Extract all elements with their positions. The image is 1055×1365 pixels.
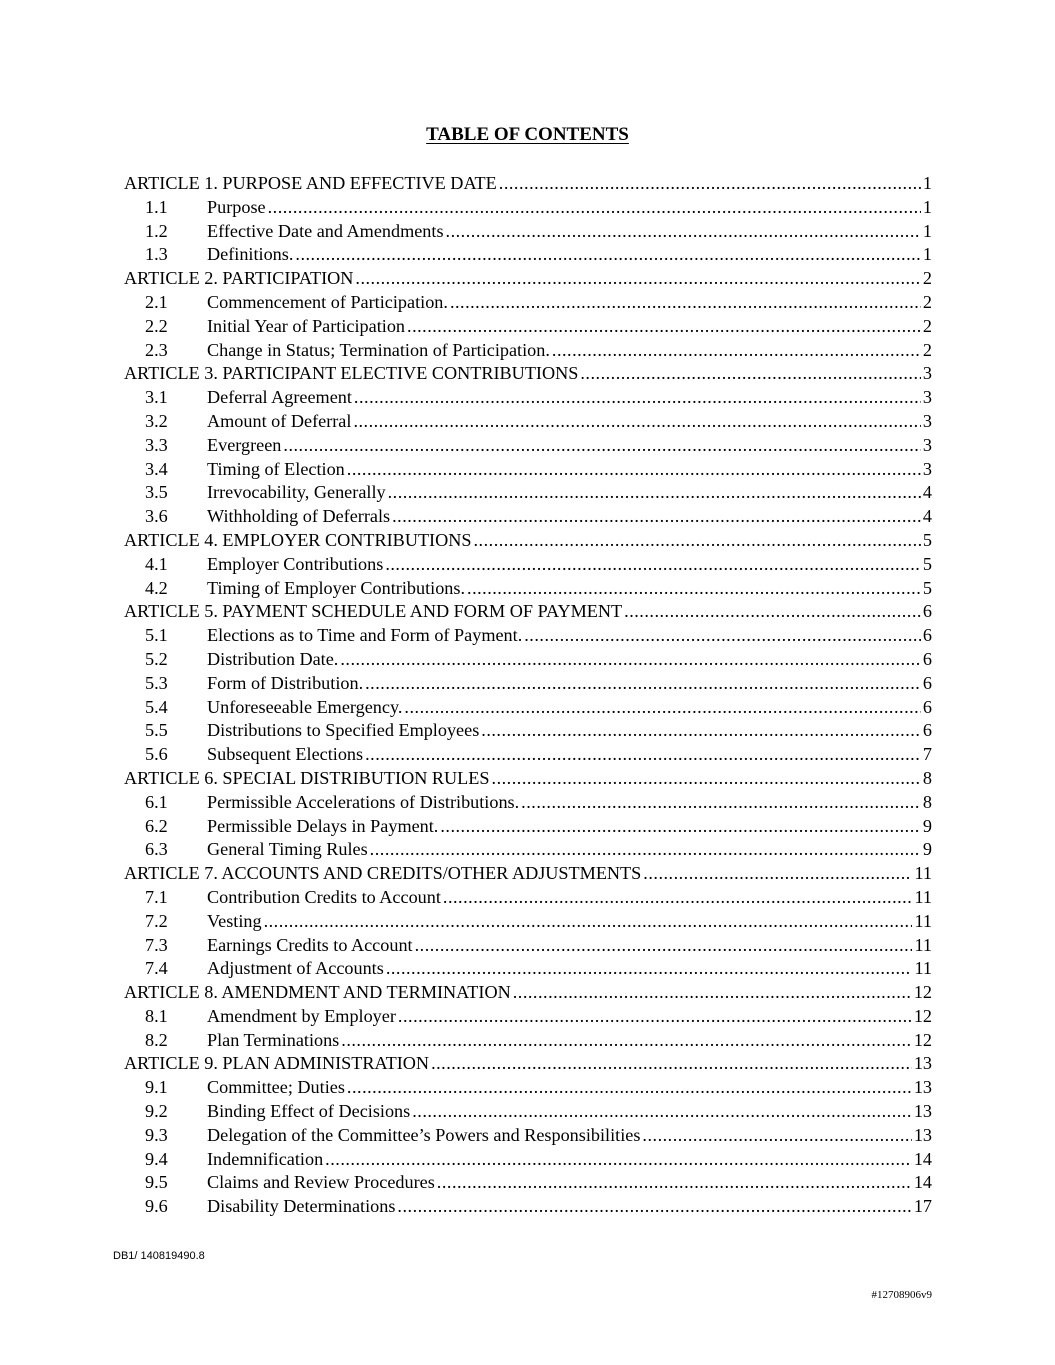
toc-dot-leader [325, 1148, 912, 1172]
toc-section-number: 3.4 [145, 458, 168, 479]
toc-section-entry[interactable] [124, 1171, 932, 1195]
toc-section-entry[interactable] [124, 719, 932, 743]
toc-section-number: 3.2 [145, 410, 168, 431]
toc-entry-label: Definitions. [207, 244, 294, 265]
toc-section-entry[interactable] [124, 434, 932, 458]
toc-page-number: 9 [922, 839, 932, 860]
toc-entry-label: Binding Effect of Decisions [207, 1101, 411, 1122]
toc-page-number: 11 [914, 958, 932, 979]
toc-page-number: 14 [913, 1148, 932, 1169]
toc-section-number: 1.2 [145, 220, 168, 241]
toc-entry-label: Subsequent Elections [207, 744, 364, 765]
toc-dot-leader [404, 696, 920, 720]
toc-entry-label: Irrevocability, Generally [207, 482, 386, 503]
toc-dot-leader [365, 672, 921, 696]
toc-section-entry[interactable] [124, 672, 932, 696]
toc-entry-label: ARTICLE 2. PARTICIPATION [124, 268, 354, 289]
toc-article-entry[interactable] [124, 981, 932, 1005]
toc-entry-label: Adjustment of Accounts [207, 958, 384, 979]
toc-article-entry[interactable] [124, 529, 932, 553]
toc-section-entry[interactable] [124, 1195, 932, 1219]
toc-dot-leader [492, 767, 921, 791]
toc-entry-label: Employer Contributions [207, 553, 384, 574]
toc-page-number: 5 [922, 529, 932, 550]
toc-dot-leader [552, 339, 921, 363]
toc-page-number: 9 [922, 815, 932, 836]
toc-section-number: 5.4 [145, 696, 168, 717]
toc-page-number: 5 [922, 553, 932, 574]
footer-doc-id: DB1/ 140819490.8 [113, 1250, 205, 1262]
toc-entry-label: Vesting [207, 910, 262, 931]
toc-section-number: 3.3 [145, 434, 168, 455]
toc-entry-label: ARTICLE 9. PLAN ADMINISTRATION [124, 1053, 430, 1074]
toc-dot-leader [580, 362, 921, 386]
toc-dot-leader [385, 553, 921, 577]
toc-section-number: 5.2 [145, 648, 168, 669]
toc-page-number: 1 [922, 220, 932, 241]
toc-entry-label: Amount of Deferral [207, 410, 352, 431]
toc-section-entry[interactable] [124, 838, 932, 862]
toc-page-number: 2 [922, 291, 932, 312]
toc-entry-label: Initial Year of Participation [207, 315, 406, 336]
toc-section-number: 1.3 [145, 244, 168, 265]
toc-dot-leader [392, 505, 921, 529]
toc-entry-label: Indemnification [207, 1148, 324, 1169]
toc-entry-label: Effective Date and Amendments [207, 220, 444, 241]
toc-section-number: 1.1 [145, 196, 168, 217]
toc-section-entry[interactable] [124, 1005, 932, 1029]
toc-dot-leader [370, 838, 921, 862]
toc-section-entry[interactable] [124, 648, 932, 672]
toc-page-number: 7 [922, 744, 932, 765]
toc-dot-leader [264, 910, 913, 934]
toc-section-number: 9.1 [145, 1077, 168, 1098]
toc-dot-leader [283, 434, 921, 458]
toc-dot-leader [524, 624, 921, 648]
toc-entry-label: ARTICLE 5. PAYMENT SCHEDULE AND FORM OF PAYMENT [124, 601, 623, 622]
toc-section-number: 5.6 [145, 744, 168, 765]
toc-dot-leader [440, 815, 921, 839]
toc-page-number: 11 [914, 863, 932, 884]
toc-entry-label: Distribution Date. [207, 648, 339, 669]
toc-page-number: 13 [913, 1053, 932, 1074]
toc-page-number: 13 [913, 1101, 932, 1122]
toc-entry-label: ARTICLE 4. EMPLOYER CONTRIBUTIONS [124, 529, 472, 550]
toc-section-entry[interactable] [124, 315, 932, 339]
toc-page-number: 14 [913, 1172, 932, 1193]
toc-dot-leader [340, 648, 921, 672]
toc-page-number: 1 [922, 196, 932, 217]
toc-page-number: 1 [922, 244, 932, 265]
toc-page-number: 2 [922, 315, 932, 336]
toc-dot-leader [365, 743, 921, 767]
toc-section-entry[interactable] [124, 910, 932, 934]
toc-dot-leader [355, 267, 921, 291]
toc-dot-leader [407, 315, 921, 339]
toc-section-entry[interactable] [124, 1148, 932, 1172]
toc-section-entry[interactable] [124, 577, 932, 601]
toc-dot-leader [499, 172, 921, 196]
toc-section-number: 5.3 [145, 672, 168, 693]
toc-entry-label: Form of Distribution. [207, 672, 364, 693]
toc-dot-leader [295, 243, 921, 267]
toc-entry-label: Permissible Accelerations of Distributions. [207, 791, 520, 812]
toc-entry-label: Delegation of the Committee’s Powers and Responsibilities [207, 1124, 641, 1145]
toc-dot-leader [347, 1076, 912, 1100]
toc-section-number: 7.3 [145, 934, 168, 955]
toc-section-entry[interactable] [124, 196, 932, 220]
toc-article-entry[interactable] [124, 767, 932, 791]
toc-page-number: 2 [922, 268, 932, 289]
toc-title: TABLE OF CONTENTS [426, 124, 629, 145]
toc-section-entry[interactable] [124, 339, 932, 363]
toc-section-number: 3.1 [145, 387, 168, 408]
toc-article-entry[interactable] [124, 172, 932, 196]
toc-page-number: 6 [922, 696, 932, 717]
toc-entry-label: General Timing Rules [207, 839, 368, 860]
toc-dot-leader [642, 1124, 911, 1148]
toc-dot-leader [624, 600, 921, 624]
toc-section-entry[interactable] [124, 957, 932, 981]
toc-page-number: 3 [922, 434, 932, 455]
toc-entry-label: Amendment by Employer [207, 1005, 396, 1026]
toc-entry-label: Disability Determinations [207, 1196, 396, 1217]
toc-dot-leader [397, 1195, 911, 1219]
toc-section-entry[interactable] [124, 481, 932, 505]
toc-entry-label: Withholding of Deferrals [207, 506, 391, 527]
toc-section-number: 9.4 [145, 1148, 168, 1169]
toc-entry-label: Deferral Agreement [207, 387, 352, 408]
toc-section-number: 7.4 [145, 958, 168, 979]
toc-section-number: 7.1 [145, 886, 168, 907]
toc-section-entry[interactable] [124, 815, 932, 839]
toc-dot-leader [354, 386, 921, 410]
toc-section-entry[interactable] [124, 220, 932, 244]
toc-page-number: 8 [922, 791, 932, 812]
toc-section-entry[interactable] [124, 886, 932, 910]
toc-entry-label: Unforeseeable Emergency. [207, 696, 403, 717]
toc-entry-label: Commencement of Participation. [207, 291, 448, 312]
toc-section-number: 2.3 [145, 339, 168, 360]
toc-page-number: 11 [914, 886, 932, 907]
toc-page-number: 6 [922, 601, 932, 622]
toc-section-number: 9.6 [145, 1196, 168, 1217]
toc-section-number: 3.6 [145, 506, 168, 527]
toc-page-number: 5 [922, 577, 932, 598]
toc-section-entry[interactable] [124, 243, 932, 267]
toc-entry-label: ARTICLE 7. ACCOUNTS AND CREDITS/OTHER ADJUSTMENTS [124, 863, 642, 884]
toc-page-number: 13 [913, 1124, 932, 1145]
toc-article-entry[interactable] [124, 600, 932, 624]
toc-section-entry[interactable] [124, 553, 932, 577]
toc-section-number: 9.2 [145, 1101, 168, 1122]
toc-entry-label: ARTICLE 6. SPECIAL DISTRIBUTION RULES [124, 767, 490, 788]
toc-entry-label: ARTICLE 3. PARTICIPANT ELECTIVE CONTRIBUTIONS [124, 363, 579, 384]
toc-section-number: 7.2 [145, 910, 168, 931]
toc-page-number: 13 [913, 1077, 932, 1098]
table-of-contents [124, 172, 932, 1219]
toc-section-number: 8.2 [145, 1029, 168, 1050]
toc-section-entry[interactable] [124, 1076, 932, 1100]
toc-page-number: 1 [922, 173, 932, 193]
toc-page-number: 12 [913, 1005, 932, 1026]
toc-section-entry[interactable] [124, 1124, 932, 1148]
toc-dot-leader [347, 458, 921, 482]
toc-section-entry[interactable] [124, 934, 932, 958]
toc-section-number: 9.3 [145, 1124, 168, 1145]
toc-dot-leader [513, 981, 912, 1005]
toc-section-number: 2.1 [145, 291, 168, 312]
toc-dot-leader [268, 196, 921, 220]
toc-page-number: 3 [922, 363, 932, 384]
toc-entry-label: Claims and Review Procedures [207, 1172, 435, 1193]
toc-dot-leader [446, 220, 921, 244]
toc-entry-label: Earnings Credits to Account [207, 934, 413, 955]
toc-page-number: 12 [913, 1029, 932, 1050]
toc-page-number: 3 [922, 458, 932, 479]
toc-article-entry[interactable] [124, 1052, 932, 1076]
toc-dot-leader [481, 719, 921, 743]
toc-entry-label: Timing of Election [207, 458, 345, 479]
toc-page-number: 6 [922, 672, 932, 693]
toc-section-number: 3.5 [145, 482, 168, 503]
toc-page-number: 3 [922, 410, 932, 431]
toc-page-number: 6 [922, 625, 932, 646]
toc-entry-label: Plan Terminations [207, 1029, 340, 1050]
toc-article-entry[interactable] [124, 362, 932, 386]
toc-section-entry[interactable] [124, 410, 932, 434]
toc-section-entry[interactable] [124, 1029, 932, 1053]
footer-version: #12708906v9 [871, 1289, 932, 1301]
toc-section-entry[interactable] [124, 696, 932, 720]
toc-entry-label: Elections as to Time and Form of Payment. [207, 625, 523, 646]
toc-section-entry[interactable] [124, 386, 932, 410]
toc-page-number: 4 [922, 506, 932, 527]
toc-dot-leader [437, 1171, 912, 1195]
toc-section-entry[interactable] [124, 791, 932, 815]
toc-dot-leader [398, 1005, 912, 1029]
toc-section-number: 5.5 [145, 720, 168, 741]
toc-dot-leader [431, 1052, 912, 1076]
toc-page-number: 6 [922, 720, 932, 741]
toc-section-entry[interactable] [124, 458, 932, 482]
toc-dot-leader [412, 1100, 912, 1124]
toc-page-number: 17 [913, 1196, 932, 1217]
toc-section-entry[interactable] [124, 624, 932, 648]
toc-section-entry[interactable] [124, 1100, 932, 1124]
toc-article-entry[interactable] [124, 267, 932, 291]
toc-dot-leader [467, 577, 921, 601]
toc-section-number: 9.5 [145, 1172, 168, 1193]
toc-dot-leader [353, 410, 920, 434]
toc-page-number: 12 [913, 982, 932, 1003]
toc-dot-leader [521, 791, 921, 815]
toc-entry-label: Contribution Credits to Account [207, 886, 441, 907]
toc-section-number: 5.1 [145, 625, 168, 646]
toc-section-number: 6.1 [145, 791, 168, 812]
toc-dot-leader [341, 1029, 912, 1053]
toc-dot-leader [415, 934, 913, 958]
toc-page-number: 8 [922, 767, 932, 788]
toc-entry-label: Evergreen [207, 434, 282, 455]
toc-section-number: 4.1 [145, 553, 168, 574]
toc-dot-leader [450, 291, 921, 315]
toc-section-number: 4.2 [145, 577, 168, 598]
toc-page-number: 11 [914, 910, 932, 931]
toc-entry-label: Committee; Duties [207, 1077, 345, 1098]
toc-entry-label: Change in Status; Termination of Participation. [207, 339, 550, 360]
toc-page-number: 3 [922, 387, 932, 408]
toc-entry-label: Timing of Employer Contributions. [207, 577, 466, 598]
toc-dot-leader [474, 529, 921, 553]
toc-entry-label: Purpose [207, 196, 266, 217]
toc-page-number: 2 [922, 339, 932, 360]
toc-section-entry[interactable] [124, 505, 932, 529]
toc-section-number: 6.3 [145, 839, 168, 860]
toc-section-number: 2.2 [145, 315, 168, 336]
toc-article-entry[interactable] [124, 862, 932, 886]
toc-page-number: 11 [914, 934, 932, 955]
toc-entry-label: Distributions to Specified Employees [207, 720, 480, 741]
toc-section-entry[interactable] [124, 743, 932, 767]
toc-section-entry[interactable] [124, 291, 932, 315]
toc-section-number: 8.1 [145, 1005, 168, 1026]
toc-entry-label: ARTICLE 8. AMENDMENT AND TERMINATION [124, 982, 511, 1003]
toc-section-number: 6.2 [145, 815, 168, 836]
toc-page-number: 6 [922, 648, 932, 669]
toc-dot-leader [388, 481, 921, 505]
toc-dot-leader [643, 862, 912, 886]
toc-page-number: 4 [922, 482, 932, 503]
toc-entry-label: Permissible Delays in Payment. [207, 815, 439, 836]
toc-entry-label: ARTICLE 1. PURPOSE AND EFFECTIVE DATE [124, 173, 497, 193]
toc-dot-leader [386, 957, 913, 981]
toc-dot-leader [443, 886, 913, 910]
